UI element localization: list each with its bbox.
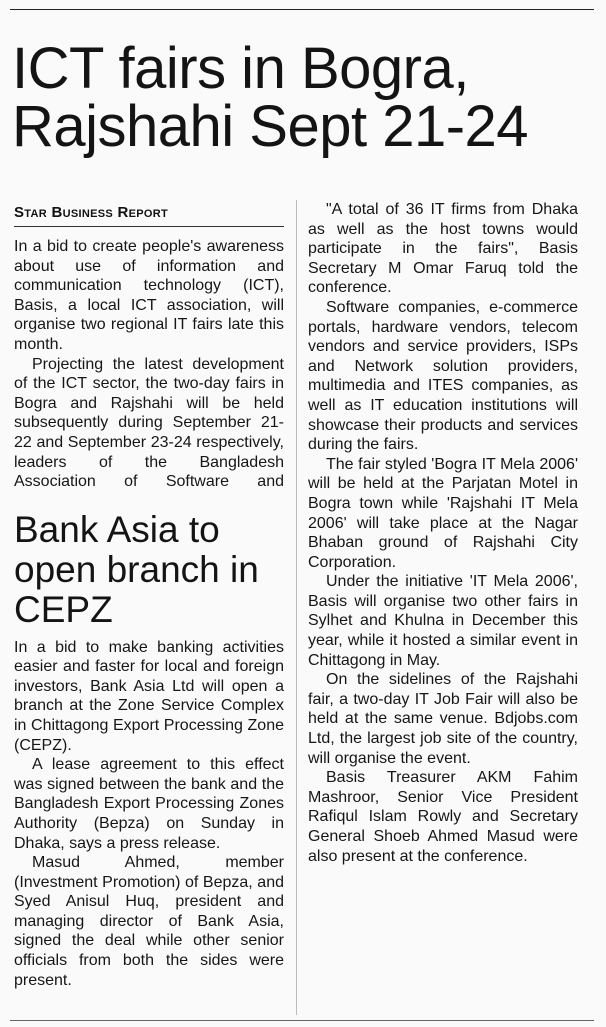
top-rule <box>10 9 594 10</box>
article-paragraph-4: Software companies, e-commerce portals, hardware vendors, telecom vendors and service providers, ISPs and Network solution providers, multimedia and ITES companies, as well as IT education institutions will showcase their products and services during the fairs. <box>308 298 578 454</box>
left-column <box>14 200 284 990</box>
second-article-paragraph-1: In a bid to make banking activities easier and faster for local and foreign investors, Bank Asia Ltd will open a branch at the Zone Service Complex in Chittagong Export Processing Zone (CEPZ). <box>14 638 284 754</box>
right-column <box>308 200 578 866</box>
bottom-rule <box>10 1020 594 1021</box>
second-article-headline: Bank Asia to open branch in CEPZ <box>14 508 259 630</box>
second-article-paragraph-2: A lease agreement to this effect was signed between the bank and the Bangladesh Export Processing Zones Authority (Bepza) on Sunday in Dhaka, says a press release. <box>14 756 284 852</box>
article-paragraph-6: Under the initiative 'IT Mela 2006', Basis will organise two other fairs in Sylhet and Khulna in December this year, while it hosted a similar event in Chittagong in May. <box>308 573 578 669</box>
article-paragraph-3: "A total of 36 IT firms from Dhaka as well as the host towns would participate in the fairs", Basis Secretary M Omar Faruq told the conference. <box>308 201 578 297</box>
byline: Star Business Report <box>14 204 284 227</box>
article-headline: ICT fairs in Bogra, Rajshahi Sept 21-24 <box>12 36 529 159</box>
article-paragraph-2: Projecting the latest development of the ICT sector, the two-day fairs in Bogra and Rajshahi will be held subsequently during September 21-22 and September 23-24 respectively, leaders of the Bangladesh Association of Software and <box>14 355 284 491</box>
article-paragraph-1: In a bid to create people's awareness about use of information and communication technology (ICT), Basis, a local ICT association, will organise two regional IT fairs late this month. <box>14 238 284 353</box>
second-article-paragraph-3: Masud Ahmed, member (Investment Promotion) of Bepza, and Syed Anisul Huq, president and managing director of Bank Asia, signed the deal while other senior officials from both the sides were present. <box>14 854 284 989</box>
column-divider <box>296 200 297 1015</box>
article-paragraph-7: On the sidelines of the Rajshahi fair, a two-day IT Job Fair will also be held at the same venue. Bdjobs.com Ltd, the largest job site of the country, will organise the event. <box>308 671 578 767</box>
article-paragraph-8: Basis Treasurer AKM Fahim Mashroor, Senior Vice President Rafiqul Islam Rowly and Secretary General Shoeb Ahmed Masud were also present at the conference. <box>308 769 578 865</box>
article-paragraph-5: The fair styled 'Bogra IT Mela 2006' will be held at the Parjatan Motel in Bogra town while 'Rajshahi IT Mela 2006' will take place at the Nagar Bhaban ground of Rajshahi City Corporation. <box>308 455 578 571</box>
